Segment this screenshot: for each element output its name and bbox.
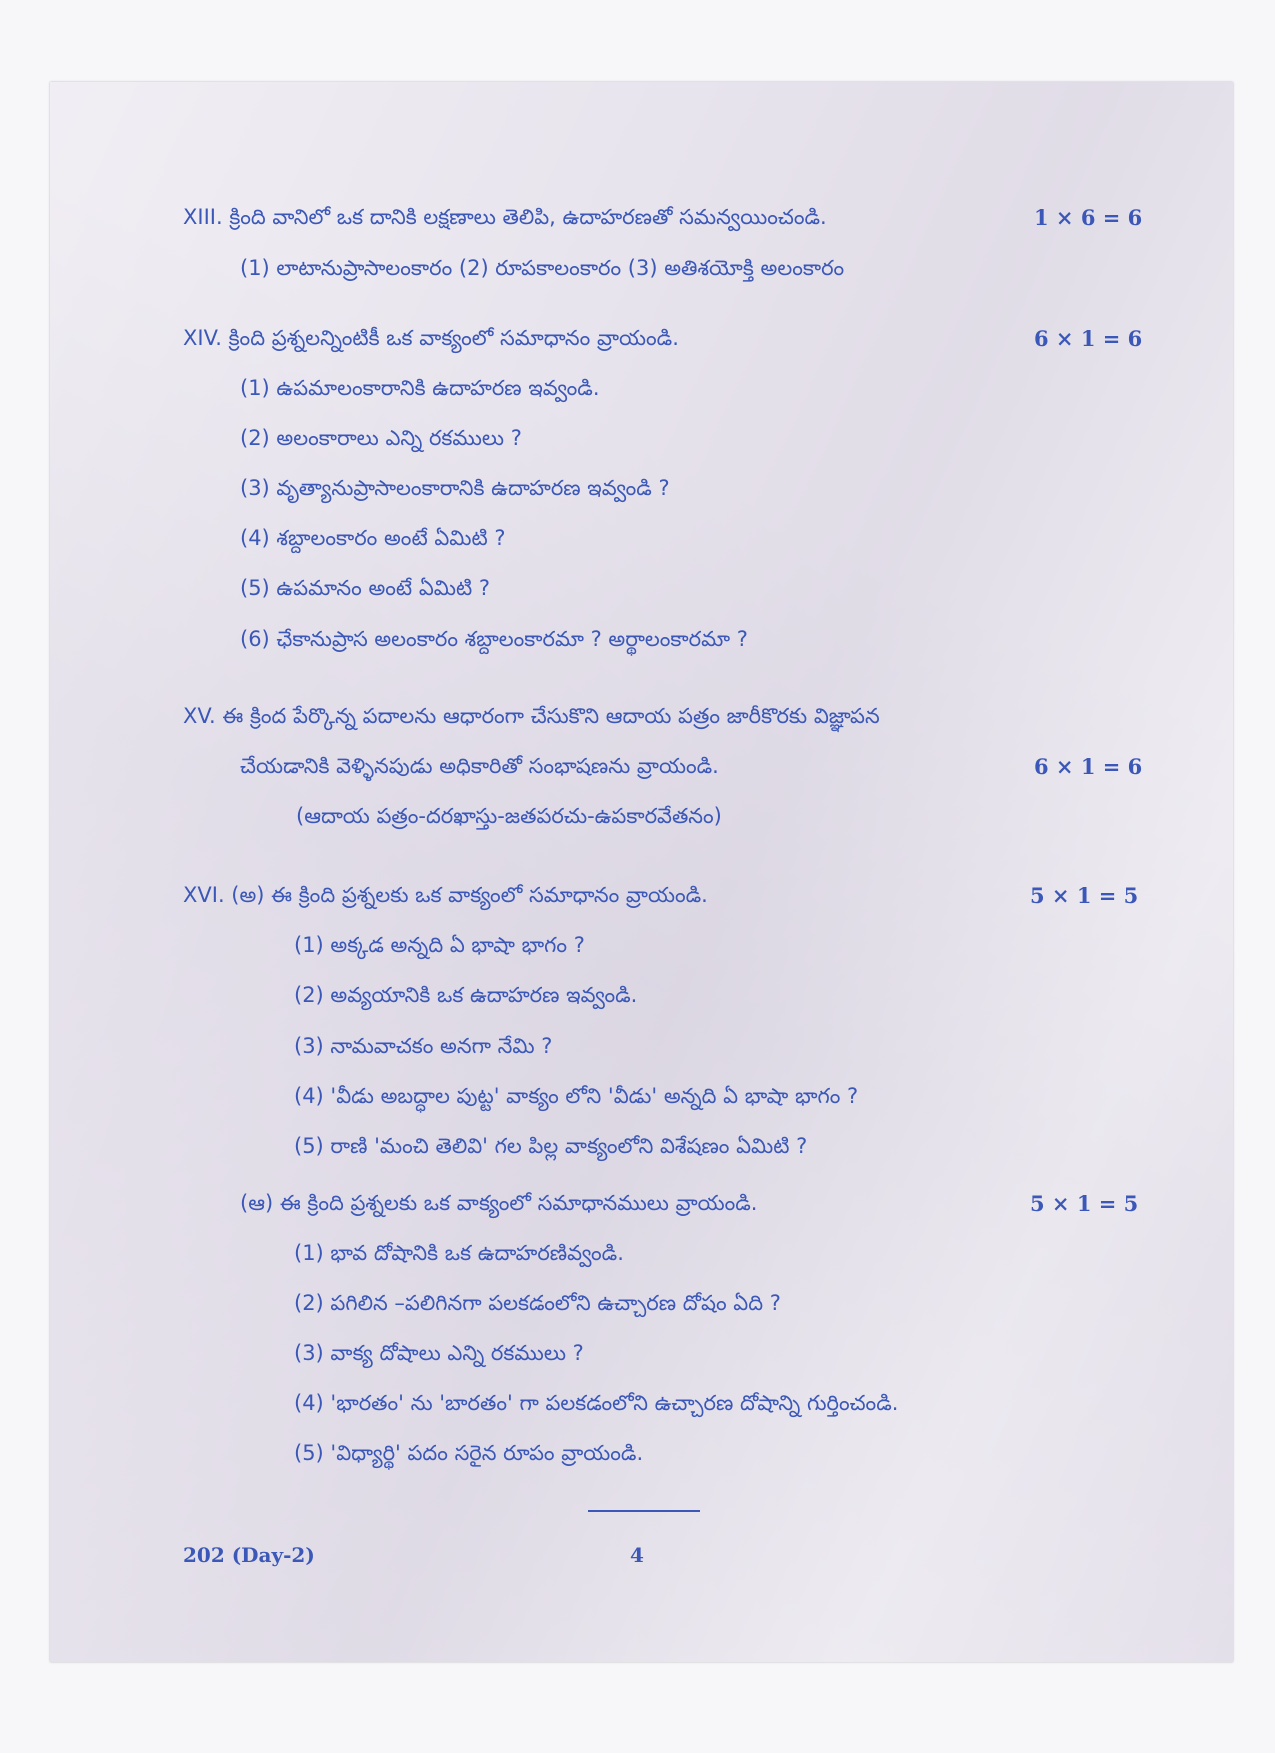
q16a-heading: XVI. (అ) ఈ క్రింది ప్రశ్నలకు ఒక వాక్యంలో సమాధానం వ్రాయండి. (183, 883, 708, 907)
q16a-item-5: (5) రాణి 'మంచి తెలివి' గల పిల్ల వాక్యంలోని విశేషణం ఏమిటి ? (294, 1134, 808, 1158)
q16a-item-4: (4) 'వీడు అబద్ధాల పుట్ట' వాక్యం లోని 'వీడు' అన్నది ఏ భాషా భాగం ? (294, 1084, 859, 1108)
end-rule (588, 1510, 700, 1512)
q16b-marks: 5 × 1 = 5 (1030, 1191, 1139, 1216)
q16a-item-1: (1) అక్కడ అన్నది ఏ భాషా భాగం ? (294, 933, 585, 957)
q15-heading-line2: చేయడానికి వెళ్ళినపుడు అధికారితో సంభాషణను వ్రాయండి. (240, 754, 719, 778)
q16b-item-3: (3) వాక్య దోషాలు ఎన్ని రకములు ? (294, 1341, 584, 1365)
q16a-marks: 5 × 1 = 5 (1030, 883, 1139, 908)
q14-item-4: (4) శబ్దాలంకారం అంటే ఏమిటి ? (240, 526, 506, 550)
q16a-item-3: (3) నామవాచకం అనగా నేమి ? (294, 1034, 553, 1058)
q16b-item-1: (1) భావ దోషానికి ఒక ఉదాహరణివ్వండి. (294, 1241, 624, 1265)
paper-code: 202 (Day-2) (183, 1543, 315, 1567)
q14-item-3: (3) వృత్యానుప్రాసాలంకారానికి ఉదాహరణ ఇవ్వండి ? (240, 476, 670, 500)
q16b-item-5: (5) 'విధ్యార్థి' పదం సరైన రూపం వ్రాయండి. (294, 1441, 644, 1465)
q14-item-2: (2) అలంకారాలు ఎన్ని రకములు ? (240, 426, 522, 450)
q14-item-6: (6) ఛేకానుప్రాస అలంకారం శబ్దాలంకారమా ? అర్థాలంకారమా ? (240, 627, 748, 651)
q16b-item-4: (4) 'భారతం' ను 'బారతం' గా పలకడంలోని ఉచ్చారణ దోషాన్ని గుర్తించండి. (294, 1391, 899, 1415)
q16b-heading: (ఆ) ఈ క్రింది ప్రశ్నలకు ఒక వాక్యంలో సమాధానములు వ్రాయండి. (240, 1191, 758, 1215)
q15-marks: 6 × 1 = 6 (1034, 754, 1143, 779)
q14-item-1: (1) ఉపమాలంకారానికి ఉదాహరణ ఇవ్వండి. (240, 376, 600, 400)
q13-marks: 1 × 6 = 6 (1034, 205, 1143, 230)
q14-heading: XIV. క్రింది ప్రశ్నలన్నింటికీ ఒక వాక్యంలో సమాధానం వ్రాయండి. (183, 326, 679, 350)
q13-heading: XIII. క్రింది వానిలో ఒక దానికి లక్షణాలు తెలిపి, ఉదాహరణతో సమన్వయించండి. (183, 205, 827, 229)
q13-options: (1) లాటానుప్రాసాలంకారం (2) రూపకాలంకారం (3) అతిశయోక్తి అలంకారం (240, 256, 845, 280)
q16a-item-2: (2) అవ్యయానికి ఒక ఉదాహరణ ఇవ్వండి. (294, 983, 638, 1007)
q16b-item-2: (2) పగిలిన –పలిగినగా పలకడంలోని ఉచ్చారణ దోషం ఏది ? (294, 1291, 781, 1315)
q15-keywords: (ఆదాయ పత్రం-దరఖాస్తు-జతపరచు-ఉపకారవేతనం) (296, 804, 722, 828)
q14-item-5: (5) ఉపమానం అంటే ఏమిటి ? (240, 576, 490, 600)
exam-page (50, 82, 1233, 1662)
q14-marks: 6 × 1 = 6 (1034, 326, 1143, 351)
page-number: 4 (630, 1543, 644, 1567)
q15-heading-line1: XV. ఈ క్రింద పేర్కొన్న పదాలను ఆధారంగా చేసుకొని ఆదాయ పత్రం జారీకొరకు విజ్ఞాపన (183, 704, 880, 728)
